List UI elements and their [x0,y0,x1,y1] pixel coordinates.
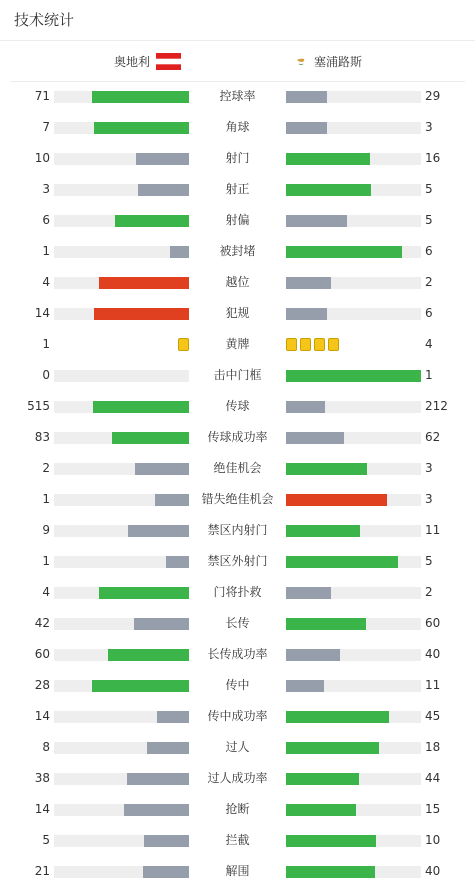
away-team[interactable] [294,41,362,81]
stat-label: 禁区外射门 [207,554,268,568]
stat-label: 传球成功率 [207,430,268,444]
home-team[interactable] [114,41,181,81]
stat-row [0,298,475,329]
away-bar-fill [286,835,376,847]
away-stat-bar [286,742,421,754]
away-stat-bar [286,153,421,165]
away-stat-value: 3 [425,492,433,506]
home-stat-value: 38 [34,771,50,785]
home-stat-bar [54,649,189,661]
teams-header [10,41,465,82]
away-bar-fill [286,91,327,103]
away-bar-fill [286,401,325,413]
away-stat-bar [286,463,421,475]
stat-row [0,546,475,577]
home-stat-bar [54,184,189,196]
stat-row [0,453,475,484]
home-stat-bar [54,432,189,444]
away-stat-bar [286,277,421,289]
home-stat-bar [54,91,189,103]
away-stat-bar [286,246,421,258]
stat-row [0,422,475,453]
away-stat-value: 11 [425,678,441,692]
away-bar-fill [286,432,344,444]
home-bar-fill [92,91,189,103]
away-bar-fill [286,308,327,320]
away-stat-value: 11 [425,523,441,537]
home-stat-value: 42 [34,616,50,630]
home-stat-bar [54,122,189,134]
stat-row [0,794,475,825]
home-stat-bar [54,215,189,227]
home-bar-fill [135,463,189,475]
stat-row [0,701,475,732]
home-stat-bar [54,277,189,289]
away-stat-bar [286,122,421,134]
away-stat-value: 4 [425,337,433,351]
home-bar-fill [99,587,189,599]
home-stat-bar [54,866,189,878]
home-bar-fill [93,401,189,413]
away-stat-bar [286,91,421,103]
away-stat-bar [286,308,421,320]
home-stat-value: 83 [34,430,50,444]
stat-label: 角球 [225,120,250,134]
page-title: 技术统计 [0,0,475,41]
stat-row [0,856,475,887]
home-bar-fill [138,184,189,196]
away-stat-bar [286,587,421,599]
stat-row [0,205,475,236]
home-stat-bar [54,618,189,630]
away-team-name: 塞浦路斯 [314,54,363,69]
away-bar-fill [286,680,324,692]
home-bar-fill [166,556,189,568]
home-bar-fill [94,122,189,134]
stat-row [0,825,475,856]
away-stat-value: 62 [425,430,441,444]
home-stat-bar [54,742,189,754]
away-bar-fill [286,773,359,785]
stat-label: 过人成功率 [207,771,268,785]
away-bar-fill [286,525,360,537]
home-bar-fill [115,215,189,227]
away-stat-bar [286,618,421,630]
away-stat-value: 40 [425,647,441,661]
stat-row [0,236,475,267]
stat-label: 过人 [225,740,250,754]
home-bar-fill [124,804,189,816]
away-stat-value: 2 [425,275,433,289]
away-stat-value: 10 [425,833,441,847]
home-bar-fill [170,246,189,258]
home-stat-bar [54,556,189,568]
home-stat-value: 14 [34,802,50,816]
stat-label: 犯规 [225,306,250,320]
home-bar-fill [134,618,189,630]
away-stat-value: 3 [425,461,433,475]
away-stat-bar [286,184,421,196]
home-stat-value: 14 [34,306,50,320]
home-stat-value: 515 [27,399,50,413]
home-bar-fill [92,680,189,692]
home-stat-value: 8 [42,740,50,754]
away-stat-bar [286,649,421,661]
home-stat-bar [54,463,189,475]
home-stat-value: 10 [34,151,50,165]
stat-label: 射门 [225,151,250,165]
home-stat-value: 7 [42,120,50,134]
away-stat-bar [286,370,421,382]
home-stat-value: 28 [34,678,50,692]
away-stat-bar [286,432,421,444]
home-bar-fill [128,525,189,537]
away-bar-fill [286,122,327,134]
home-stat-bar [54,773,189,785]
home-stat-value: 6 [42,213,50,227]
stat-row [0,639,475,670]
yellow-card-icon [300,338,311,351]
stat-row [0,608,475,639]
home-stat-value: 60 [34,647,50,661]
home-stat-bar [54,494,189,506]
home-bar-fill [147,742,189,754]
stat-row [0,112,475,143]
home-stat-value: 5 [42,833,50,847]
stats-list [0,81,475,888]
away-stat-value: 60 [425,616,441,630]
home-stat-value: 1 [42,492,50,506]
home-stat-value: 4 [42,275,50,289]
away-bar-fill [286,587,331,599]
stat-label: 击中门框 [213,368,262,382]
away-bar-fill [286,370,421,382]
stat-label: 长传成功率 [207,647,268,661]
away-bar-fill [286,649,340,661]
home-team-name: 奥地利 [113,54,150,69]
stat-label: 门将扑救 [213,585,262,599]
stat-row [0,81,475,112]
home-stat-value: 0 [42,368,50,382]
home-bar-fill [94,308,189,320]
away-bar-fill [286,556,398,568]
home-stat-value: 2 [42,461,50,475]
stat-label: 长传 [225,616,250,630]
stat-label: 传中 [225,678,250,692]
away-stat-value: 15 [425,802,441,816]
stat-row [0,267,475,298]
away-stat-value: 3 [425,120,433,134]
home-yellow-cards [178,338,189,351]
away-stat-value: 5 [425,213,433,227]
stat-label: 传中成功率 [207,709,268,723]
away-bar-fill [286,618,366,630]
away-stat-value: 2 [425,585,433,599]
away-bar-fill [286,184,371,196]
stat-row [0,732,475,763]
away-stat-value: 6 [425,306,433,320]
stat-row [0,174,475,205]
stat-row [0,391,475,422]
away-stat-bar [286,711,421,723]
away-stat-bar [286,680,421,692]
stat-row [0,515,475,546]
stat-row [0,577,475,608]
home-bar-fill [155,494,189,506]
home-stat-bar [54,804,189,816]
stat-label: 拦截 [225,833,250,847]
yellow-card-icon [286,338,297,351]
yellow-card-icon [314,338,325,351]
yellow-card-icon [328,338,339,351]
stat-label: 绝佳机会 [213,461,262,475]
home-bar-fill [157,711,189,723]
home-bar-fill [143,866,189,878]
home-stat-bar [54,308,189,320]
home-stat-value: 1 [42,244,50,258]
stat-label: 控球率 [219,89,256,103]
stat-row [0,143,475,174]
away-stat-value: 6 [425,244,433,258]
away-stat-value: 1 [425,368,433,382]
away-bar-fill [286,463,367,475]
away-stat-value: 212 [425,399,448,413]
home-stat-bar [54,680,189,692]
home-bar-fill [127,773,189,785]
home-stat-value: 4 [42,585,50,599]
home-stat-bar [54,401,189,413]
stat-row [0,484,475,515]
home-stat-bar [54,153,189,165]
away-stat-bar [286,401,421,413]
away-bar-fill [286,742,379,754]
home-stat-value: 3 [42,182,50,196]
away-bar-fill [286,494,387,506]
away-stat-value: 29 [425,89,441,103]
yellow-card-icon [178,338,189,351]
home-stat-bar [54,711,189,723]
home-bar-fill [108,649,189,661]
home-stat-value: 21 [34,864,50,878]
stat-label: 射正 [225,182,250,196]
stat-label: 越位 [225,275,250,289]
away-bar-fill [286,711,389,723]
home-stat-bar [54,370,189,382]
away-stat-bar [286,773,421,785]
away-stat-bar [286,866,421,878]
away-bar-fill [286,246,402,258]
away-stat-bar [286,556,421,568]
away-bar-fill [286,804,356,816]
away-stat-bar [286,835,421,847]
home-bar-fill [136,153,189,165]
austria-flag-icon [156,53,181,70]
away-stat-bar [286,804,421,816]
away-bar-fill [286,215,347,227]
stat-label: 解围 [225,864,250,878]
stat-label: 被封堵 [219,244,256,258]
stat-label: 黄牌 [225,337,250,351]
home-bar-fill [112,432,189,444]
cyprus-flag-icon [294,56,308,66]
stat-row [0,329,475,360]
stat-label: 传球 [225,399,250,413]
stat-label: 射偏 [225,213,250,227]
away-yellow-cards [286,338,339,351]
away-stat-value: 18 [425,740,441,754]
stat-label: 抢断 [225,802,250,816]
stat-row [0,360,475,391]
home-stat-value: 14 [34,709,50,723]
home-stat-bar [54,835,189,847]
away-stat-value: 16 [425,151,441,165]
home-stat-value: 1 [42,337,50,351]
away-stat-bar [286,494,421,506]
away-stat-value: 5 [425,554,433,568]
home-bar-fill [144,835,189,847]
away-bar-fill [286,866,375,878]
stat-label: 禁区内射门 [207,523,268,537]
away-bar-fill [286,277,331,289]
home-stat-bar [54,587,189,599]
away-stat-value: 44 [425,771,441,785]
away-stat-bar [286,215,421,227]
away-stat-value: 45 [425,709,441,723]
home-stat-bar [54,525,189,537]
away-stat-value: 40 [425,864,441,878]
away-stat-value: 5 [425,182,433,196]
stat-label: 错失绝佳机会 [201,492,274,506]
home-stat-value: 9 [42,523,50,537]
stat-row [0,763,475,794]
away-stat-bar [286,525,421,537]
home-stat-value: 71 [34,89,50,103]
away-bar-fill [286,153,370,165]
home-stat-value: 1 [42,554,50,568]
home-bar-fill [99,277,189,289]
stat-row [0,670,475,701]
home-stat-bar [54,246,189,258]
